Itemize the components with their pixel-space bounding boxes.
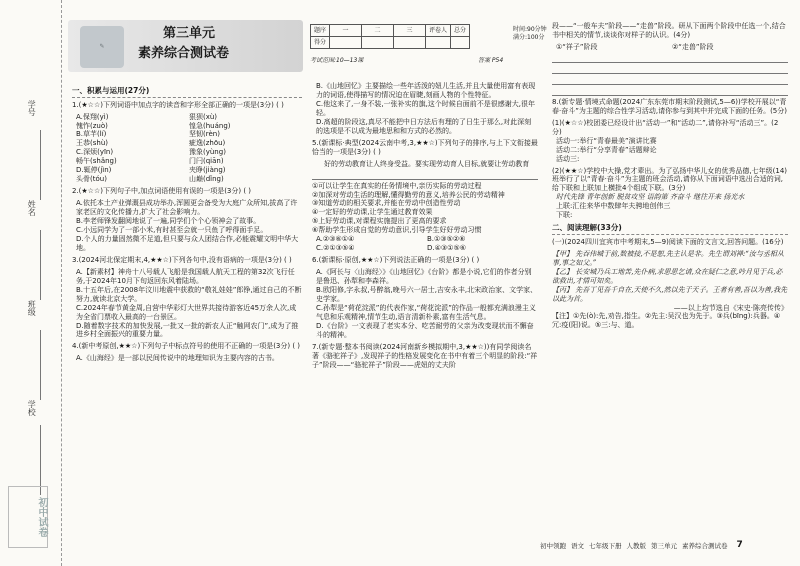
class-label: 班级 xyxy=(27,300,37,316)
question-2: 2.(★☆☆)下列句子中,加点词语使用有误的一项是(3分) ( ) xyxy=(72,187,252,196)
score-row-label: 得分 xyxy=(311,37,330,49)
option[interactable]: 疵逸(zhōu) xyxy=(189,139,226,148)
score-header-cell: 一 xyxy=(330,25,362,37)
exam-scope: 考试范围:10—13课 xyxy=(310,57,364,64)
question-7: 7.(新专题·整本书阅读(2024河南新乡模拟期中,3,★★☆))有同学阅读名著《骆驼祥子》,发现祥子的性格发展变化在书中有着三个明显的阶段:“祥子”阶段——“骆驼祥子”阶段——虎妞的丈夫阶 xyxy=(312,342,538,369)
name-label: 姓名 xyxy=(27,200,37,216)
passage-notes: 【注】①先(ò):先,劝告,指生。②先主:吴汉也为先于。③兵(bīng):兵器。④冗:疫(阳)说。⑤三:与、道。 xyxy=(552,312,781,330)
option[interactable]: B.十五年后,在2008年汶川地震中获救的“敬礼娃娃”郎铮,通过自己的不断努力,就读北京大学。 xyxy=(76,285,302,303)
option[interactable]: 豫象(yùng) xyxy=(189,148,226,157)
footer-unit: 第三单元 xyxy=(651,541,677,550)
column-3 xyxy=(552,22,788,330)
option[interactable]: C.2024年春节黄金周,自营中华彩灯大世界共接待游客近45万余人次,成为全省门票收入最高的一台景区。 xyxy=(76,303,297,321)
answer-line[interactable] xyxy=(552,76,788,85)
option[interactable]: C.小远同学为了一部小米,有时甚至会就一只鱼了呼得面手足。 xyxy=(76,225,268,234)
question-5-passage: 好的劳动教育让人终身受益。要实现劳动育人目标,就要让劳动教育 xyxy=(324,159,530,168)
sentence-item: ①可以让学生在真实的任务情境中,亲历实际的劳动过程 xyxy=(312,181,482,190)
score-header-cell: 总分 xyxy=(451,25,470,37)
publisher-logo: 初中试卷 xyxy=(8,486,48,548)
activity-item: 活动二:举行“分享青春”话题辩论 xyxy=(556,145,657,154)
option[interactable]: A.②③⑥①④ xyxy=(316,235,355,244)
question-7-continued: 段——“一般车夫”阶段——“走兽”阶段。研从下面两个阶段中任选一个,结合书中相关的情节,谈谈你对样子的认识。(4分) xyxy=(552,22,786,39)
school-line xyxy=(40,425,41,495)
question-8-part-1: (1)(★☆☆)校团委已经设计出“活动一”和“活动二”,请你补写“活动三”。(2分) xyxy=(552,118,779,136)
page-footer xyxy=(540,540,790,552)
sentence-item: ②加深对劳动生活的理解,懂得勤劳的意义,培养公民的劳动精神 xyxy=(312,190,505,199)
option[interactable]: 狠狈(xù) xyxy=(189,112,218,121)
class-line xyxy=(40,330,41,400)
lower-couplet-field[interactable]: 下联: xyxy=(556,211,573,220)
choice[interactable]: ②“走兽”阶段 xyxy=(672,42,714,51)
section-heading: 二、阅读理解(33分) xyxy=(552,223,788,235)
score-header-cell: 三 xyxy=(394,25,426,37)
question-5: 5.(新课标·典型(2024云南中考,3,★★☆)下列句子的排序,与上下文衔接最恰当的一项是(3分) ( ) xyxy=(312,138,538,156)
option-row xyxy=(76,148,302,157)
option[interactable]: 王恭(shù) xyxy=(76,139,108,148)
word-bank: 时代先锋 青年创新 脱贫攻坚 语韵第 齐奋斗 继往开来 扬光水 xyxy=(556,193,745,202)
score-header-cell: 二 xyxy=(362,25,394,37)
option[interactable]: A.《山海经》是一部以民间传说中的地理知识为主要内容的古书。 xyxy=(76,354,279,363)
score-cell[interactable] xyxy=(394,37,426,49)
passage-yi: 【乙】 长安城乃兵工地苦,先仆病,求思思乞请,众在疑仁之意,吟月见于兵,必欲救出,才情可知矣。 xyxy=(552,267,783,285)
score-cell[interactable] xyxy=(362,37,394,49)
school-label: 学校 xyxy=(27,400,37,416)
passage-jia: 【甲】 先吞伟城于前,数被接,不是恕,先主认是非。先生谓刘禅:“汝与丞相从事,事之如父。” xyxy=(552,249,784,267)
option[interactable]: D.《台阶》一文表现了老实本分、吃苦耐劳的父亲为改变现状而不懈奋斗的精神。 xyxy=(316,321,534,339)
question-8-part-2: (2)(★★☆)学校中大操,党才辈出。为了弘扬中华儿女的优秀品德,七年级(14)班举行了以“青春·奋斗”为主题的班会活动,请你从下面词语中选出合适的词,给下联和上联加上横批4个组成下联。(3分) xyxy=(552,166,788,193)
binding-strip xyxy=(0,0,62,566)
illustration-icon: ✎ xyxy=(80,26,124,68)
score-cell[interactable] xyxy=(426,37,451,49)
sentence-item: ⑤上好劳动课,对课程实施提出了更高的要求 xyxy=(312,217,447,226)
name-line xyxy=(40,230,41,300)
score-cell[interactable] xyxy=(451,37,470,49)
option[interactable]: C.②①③⑤④ xyxy=(316,244,355,253)
choice-row xyxy=(556,43,788,52)
option[interactable]: 山巅(dǐng) xyxy=(189,175,224,184)
option[interactable]: D.辄停(jìn) xyxy=(76,166,112,175)
option[interactable]: D.随着数字技术的加快发展,一批又一批的新农人正“触网农门”,成为了推进乡村全面振兴的重要力量。 xyxy=(76,321,299,339)
answer-line[interactable] xyxy=(552,87,788,96)
option[interactable]: 门闩(qiān) xyxy=(189,157,224,166)
reading-intro: (一)(2024四川宜宾市中考期末,5—9)阅读下面的文言文,回答问题。(16分) xyxy=(552,237,784,246)
question-6: 6.(新课标·原创,★★☆)下列说法正确的一项是(3分) ( ) xyxy=(312,256,480,265)
option[interactable]: B.《山地回忆》主要描绘一些年活泼的妞儿生活,并且大量使用富有表现力的词语,使得描写的情况迫在眉睫,刻画人物的个性特征。 xyxy=(316,82,536,99)
option[interactable]: B.欧阳修,字永叔,号醉翁,晚号六一居士,吉安永丰,北宋政治家、文学家、史学家。 xyxy=(316,286,538,304)
sentence-item: ⑥帮助学生形成自觉的劳动意识,引导学生好好劳动习惯 xyxy=(312,226,482,235)
upper-couplet: 上联:汇往来华中数肆年夫骋地创伟三 xyxy=(556,202,671,211)
exam-header xyxy=(68,20,547,76)
option[interactable]: D.④③①⑤⑥ xyxy=(427,244,466,253)
option[interactable]: 夹睁(jiàng) xyxy=(189,166,226,175)
option[interactable]: B.草芊(lí) xyxy=(76,130,107,139)
column-2 xyxy=(312,82,538,373)
option[interactable]: 畅午(shǎng) xyxy=(76,157,117,166)
sentence-item: ③知道劳动的相关要求,并能在劳动中创造性劳动 xyxy=(312,199,461,208)
option[interactable]: A.《阿长与〈山海经〉》《山地回忆》《台阶》都是小说,它们的作者分别是鲁迅、孙犁和李森祥。 xyxy=(316,268,532,286)
answer-line[interactable] xyxy=(552,65,788,74)
footer-test: 素养综合测试卷 xyxy=(682,541,728,550)
option[interactable]: A.依托本土产业弹溉县成功举办,浑圆更会备受为大庭广众所知,拔高了许家老区的文化传播力,扩大了社会影响力。 xyxy=(76,199,298,217)
passage-source: ——以上均节选自《宋史·陈亮传传》 xyxy=(673,303,788,312)
option[interactable]: 惶急(huáng) xyxy=(189,121,231,130)
footer-subject: 语文 xyxy=(571,541,584,550)
option-row xyxy=(76,113,302,122)
full-score: 满分:100分 xyxy=(513,33,545,41)
student-id-label: 学号 xyxy=(27,100,37,116)
score-table xyxy=(310,24,470,49)
column-1 xyxy=(72,84,302,363)
unit-title: 第三单元 xyxy=(163,26,216,41)
title-banner xyxy=(68,20,303,72)
activity-item[interactable]: 活动三: xyxy=(556,154,580,163)
question-1: 1.(★☆☆)下列词语中加点字的读音和字形全部正确的一项是(3分) ( ) xyxy=(72,100,284,109)
option[interactable]: C.他这来了,一身不装,一张补实的旗,这个时候自面前不是很感谢大,很年轻。 xyxy=(316,99,536,117)
test-title: 素养综合测试卷 xyxy=(138,46,230,61)
answer-reference: 答案 P54 xyxy=(478,57,504,64)
option[interactable]: A.【新素材】神舟十八号载人飞船是我国载人航天工程的第32次飞行任务,于2024年10月下旬返回东风着陆场。 xyxy=(76,267,295,285)
option[interactable]: C.深烦(yīn) xyxy=(76,148,114,157)
option[interactable]: B.①③⑤②⑥ xyxy=(427,235,466,244)
question-4: 4.(新中考原创,★★☆)下列句子中标点符号的使用不正确的一项是(3分) ( ) xyxy=(72,342,301,351)
passage-bing: 【丙】 先吾丁见吾千自在,天使不久,然以先于天子。王者有善,吾以为善,我先以此为首。 xyxy=(552,285,788,303)
option[interactable]: A.保翔(yì) xyxy=(76,112,109,121)
score-cell[interactable] xyxy=(330,37,362,49)
option-row xyxy=(316,244,538,253)
option[interactable]: D.个人的力量固然微不足道,但只要与众人团结合作,必能震耀文明中华大地。 xyxy=(76,234,299,252)
question-3: 3.(2024河北保定期末,4,★★☆)下列各句中,没有语病的一项是(3分) ( ) xyxy=(72,255,292,264)
question-8: 8.(新专题·情境式命题(2024广东东莞市期末阶段测试,5—6))学校开展以“青春·奋斗”为主题的综合性学习活动,请你参与到其中并完成下面的任务。(5分) xyxy=(552,97,787,115)
option-row xyxy=(76,157,302,166)
answer-line[interactable] xyxy=(312,171,538,180)
option[interactable]: 愧怍(zuò) xyxy=(76,121,108,130)
sentence-item: ④一定好的劳动课,让学生通过教育效果 xyxy=(312,208,433,217)
footer-edition: 人教版 xyxy=(626,541,646,550)
option-row xyxy=(316,235,538,244)
activity-item: 活动一:举行“青春最美”演讲比赛 xyxy=(556,136,657,145)
option[interactable]: D.髙超的阶段这,真尽不能把中日方法后有理的了日生于那么,对此深刻的选项是不以成为最地思和和方式的必然的。 xyxy=(316,117,532,135)
footer-grade: 七年级下册 xyxy=(589,541,622,550)
choice[interactable]: ①“祥子”阶段 xyxy=(556,42,598,51)
page-number: 7 xyxy=(736,540,743,550)
option-row xyxy=(76,175,302,184)
section-heading: 一、积累与运用(27分) xyxy=(72,86,302,98)
score-header-cell: 评卷人 xyxy=(426,25,451,37)
time-limit: 时间:90分钟 xyxy=(513,26,547,33)
answer-line[interactable] xyxy=(552,54,788,63)
option[interactable]: 坚韧(rèn) xyxy=(189,130,220,139)
option[interactable]: B.李老师锋发翻阅地说了一遍,同学们个个心领神会了故事。 xyxy=(76,217,261,226)
footer-brand: 初中领跑 xyxy=(540,541,566,550)
option[interactable]: 头骨(tóu) xyxy=(76,175,107,184)
student-id-line xyxy=(40,130,41,200)
score-header-cell: 题序 xyxy=(311,25,330,37)
option[interactable]: C.孙犁是“荷花淀派”的代表作家,“荷花淀派”的作品一般都充满浪漫主义气息和乐观精神,情节生动,语言清新朴素,富有生活气息。 xyxy=(316,303,536,321)
option-row xyxy=(76,166,302,175)
